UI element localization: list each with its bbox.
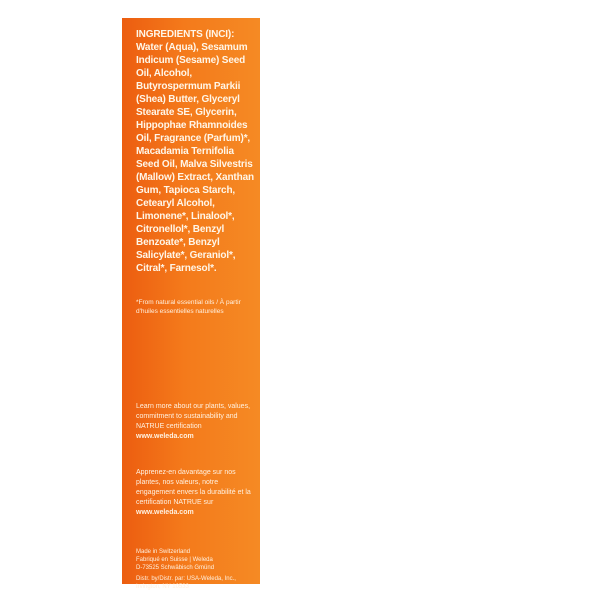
website-link-fr: www.weleda.com	[136, 509, 194, 516]
ingredients-text: Water (Aqua), Sesamum Indicum (Sesame) Seed Oil, Alcohol, Butyrospermum Parkii (Shea) Butter, Glyceryl Stearate SE, Glycerin, Hippophae Rhamnoides Oil, Fragrance (Parfum)*, Macadamia Ternifolia Seed Oil, Malva Silvestris (Mallow) Extract, Xanthan Gum, Tapioca Starch, Cetearyl Alcohol, Limonene*, Linalool*, Citronellol*, Benzyl Benzoate*, Benzyl Salicylate*, Geraniol*, Citral*, Farnesol*.	[136, 42, 254, 274]
fabrique-line: Fabriqué en Suisse | Weleda	[136, 557, 213, 563]
learn-more-french	[136, 468, 254, 518]
origin-info	[136, 548, 254, 572]
learn-more-text: Learn more about our plants, values, commitment to sustainability and NATRUE certification	[136, 403, 251, 430]
essential-oils-footnote: *From natural essential oils / À partir d'huiles essentielles naturelles	[136, 299, 241, 315]
product-label-panel	[122, 18, 260, 590]
made-in-line: Made in Switzerland	[136, 549, 191, 555]
ingredients-heading: INGREDIENTS (INCI):	[136, 29, 235, 40]
address-line: D-73525 Schwäbisch Gmünd	[136, 565, 215, 571]
learn-more-text-fr: Apprenez-en davantage sur nos plantes, nos valeurs, notre engagement envers la durabilité et la certification NATRUE sur	[136, 469, 251, 506]
learn-more-english	[136, 402, 254, 442]
ingredients-list	[136, 28, 258, 275]
distributor-info: Distr. by/Distr. par: USA-Weleda, Inc., Irvington, NY 10533	[136, 576, 236, 590]
website-link-en: www.weleda.com	[136, 433, 194, 440]
